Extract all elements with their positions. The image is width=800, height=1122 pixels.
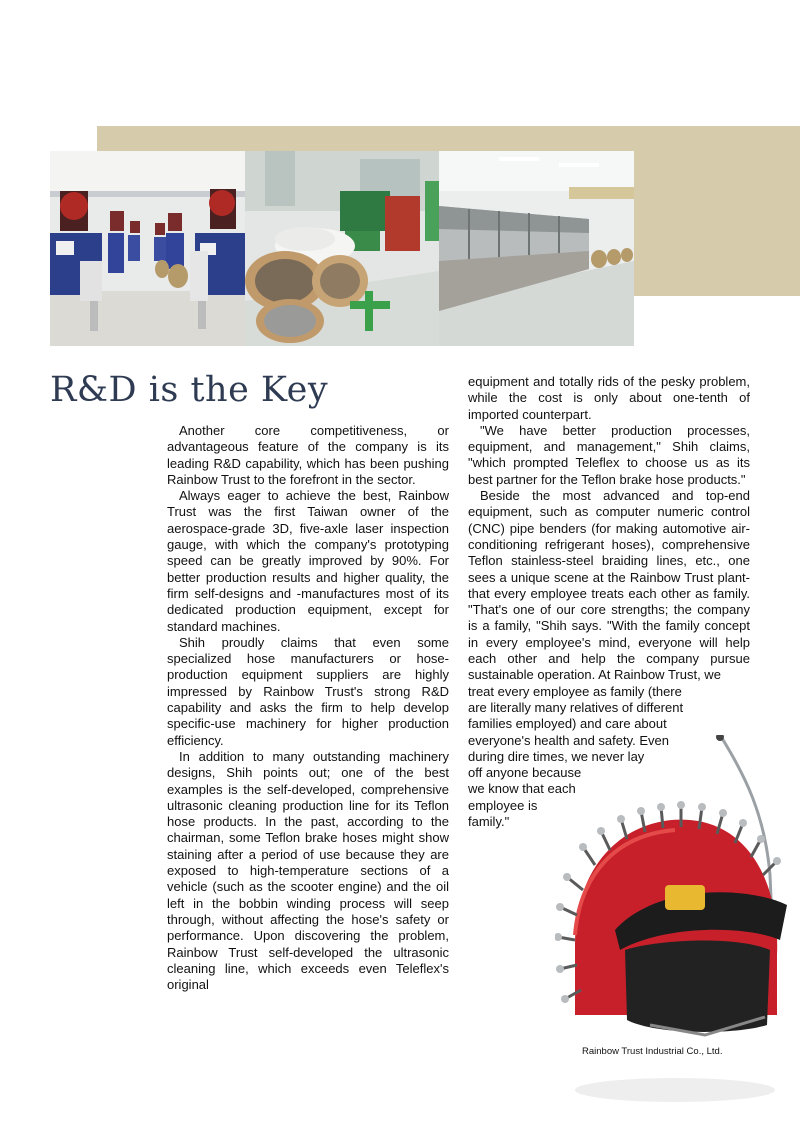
text-line: employee is [468, 797, 538, 813]
text-line: during dire times, we never lay [468, 748, 645, 764]
paragraph: Beside the most advanced and top-end equipment, such as computer numeric control (CNC) pipe benders (for making automotive air-conditioning refrigerant hoses), comprehensive Teflon stainless-steel braiding lines, etc., one sees a unique scene at the Rainbow Trust plant-that every employee treats each other as family. "That's one of our core strengths; the company is a family, "Shih says. "With the family concept in every employee's mind, everyone will help each other and help the company pursue sustainable operation. At Rainbow Trust, we [468, 488, 750, 683]
paragraph: Always eager to achieve the best, Rainbow Trust was the first Taiwan owner of the aerospace-grade 3D, five-axle laser inspection gauge, with which the company's prototyping speed can be greatly improved by 90%. For better production results and higher quality, the firm self-designs and -manufactures most of its dedicated production equipment, except for standard machines. [167, 488, 449, 634]
factory-photo-cleaning-line [439, 151, 634, 346]
paragraph: In addition to many outstanding machinery designs, Shih points out; one of the best examples is the self-developed, comprehensive ultrasonic cleaning production line for its Teflon hose products. In the past, according to the chairman, some Teflon brake hoses might show staining after a period of use because they are exposed to high-temperature sections of a vehicle (such as the scooter engine) and the oil left in the bobbin winding process will seep through, without affecting the hose's safety or performance. Upon discovering the problem, Rainbow Trust self-developed the ultrasonic cleaning line, which exceeds even Teleflex's original [167, 748, 449, 993]
factory-photo-hose-braiders [50, 151, 245, 346]
paragraph: Another core competitiveness, or advantageous feature of the company is its leading R&D capability, which has been pushing Rainbow Trust to the forefront in the sector. [167, 423, 449, 487]
paragraph: Shih proudly claims that even some specialized hose manufacturers or hose-production equipment suppliers are highly impressed by Rainbow Trust's strong R&D capability and asks the firm to help develop specific-use machinery for higher production efficiency. [167, 634, 449, 748]
text-line: family." [468, 814, 510, 830]
text-line: everyone's health and safety. Even [468, 732, 669, 748]
text-line: we know that each [468, 781, 576, 797]
factory-photo-strip [50, 151, 634, 346]
text-line: are literally many relatives of different [468, 699, 684, 715]
text-line: treat every employee as family (there [468, 683, 682, 699]
paragraph-continuation: equipment and totally rids of the pesky problem, while the cost is only about one-tenth of imported counterpart. [468, 374, 750, 422]
image-caption: Rainbow Trust Industrial Co., Ltd. [582, 1046, 723, 1057]
factory-photo-spools [245, 151, 439, 346]
article-column-left [167, 423, 449, 993]
text-line: off anyone because [468, 765, 582, 781]
paragraph: "We have better production processes, equipment, and management," Shih claims, "which prompted Teleflex to choose us as its best partner for the Teflon brake hose products." [468, 422, 750, 487]
text-line: families employed) and care about [468, 716, 667, 732]
article-title: R&D is the Key [50, 370, 329, 410]
